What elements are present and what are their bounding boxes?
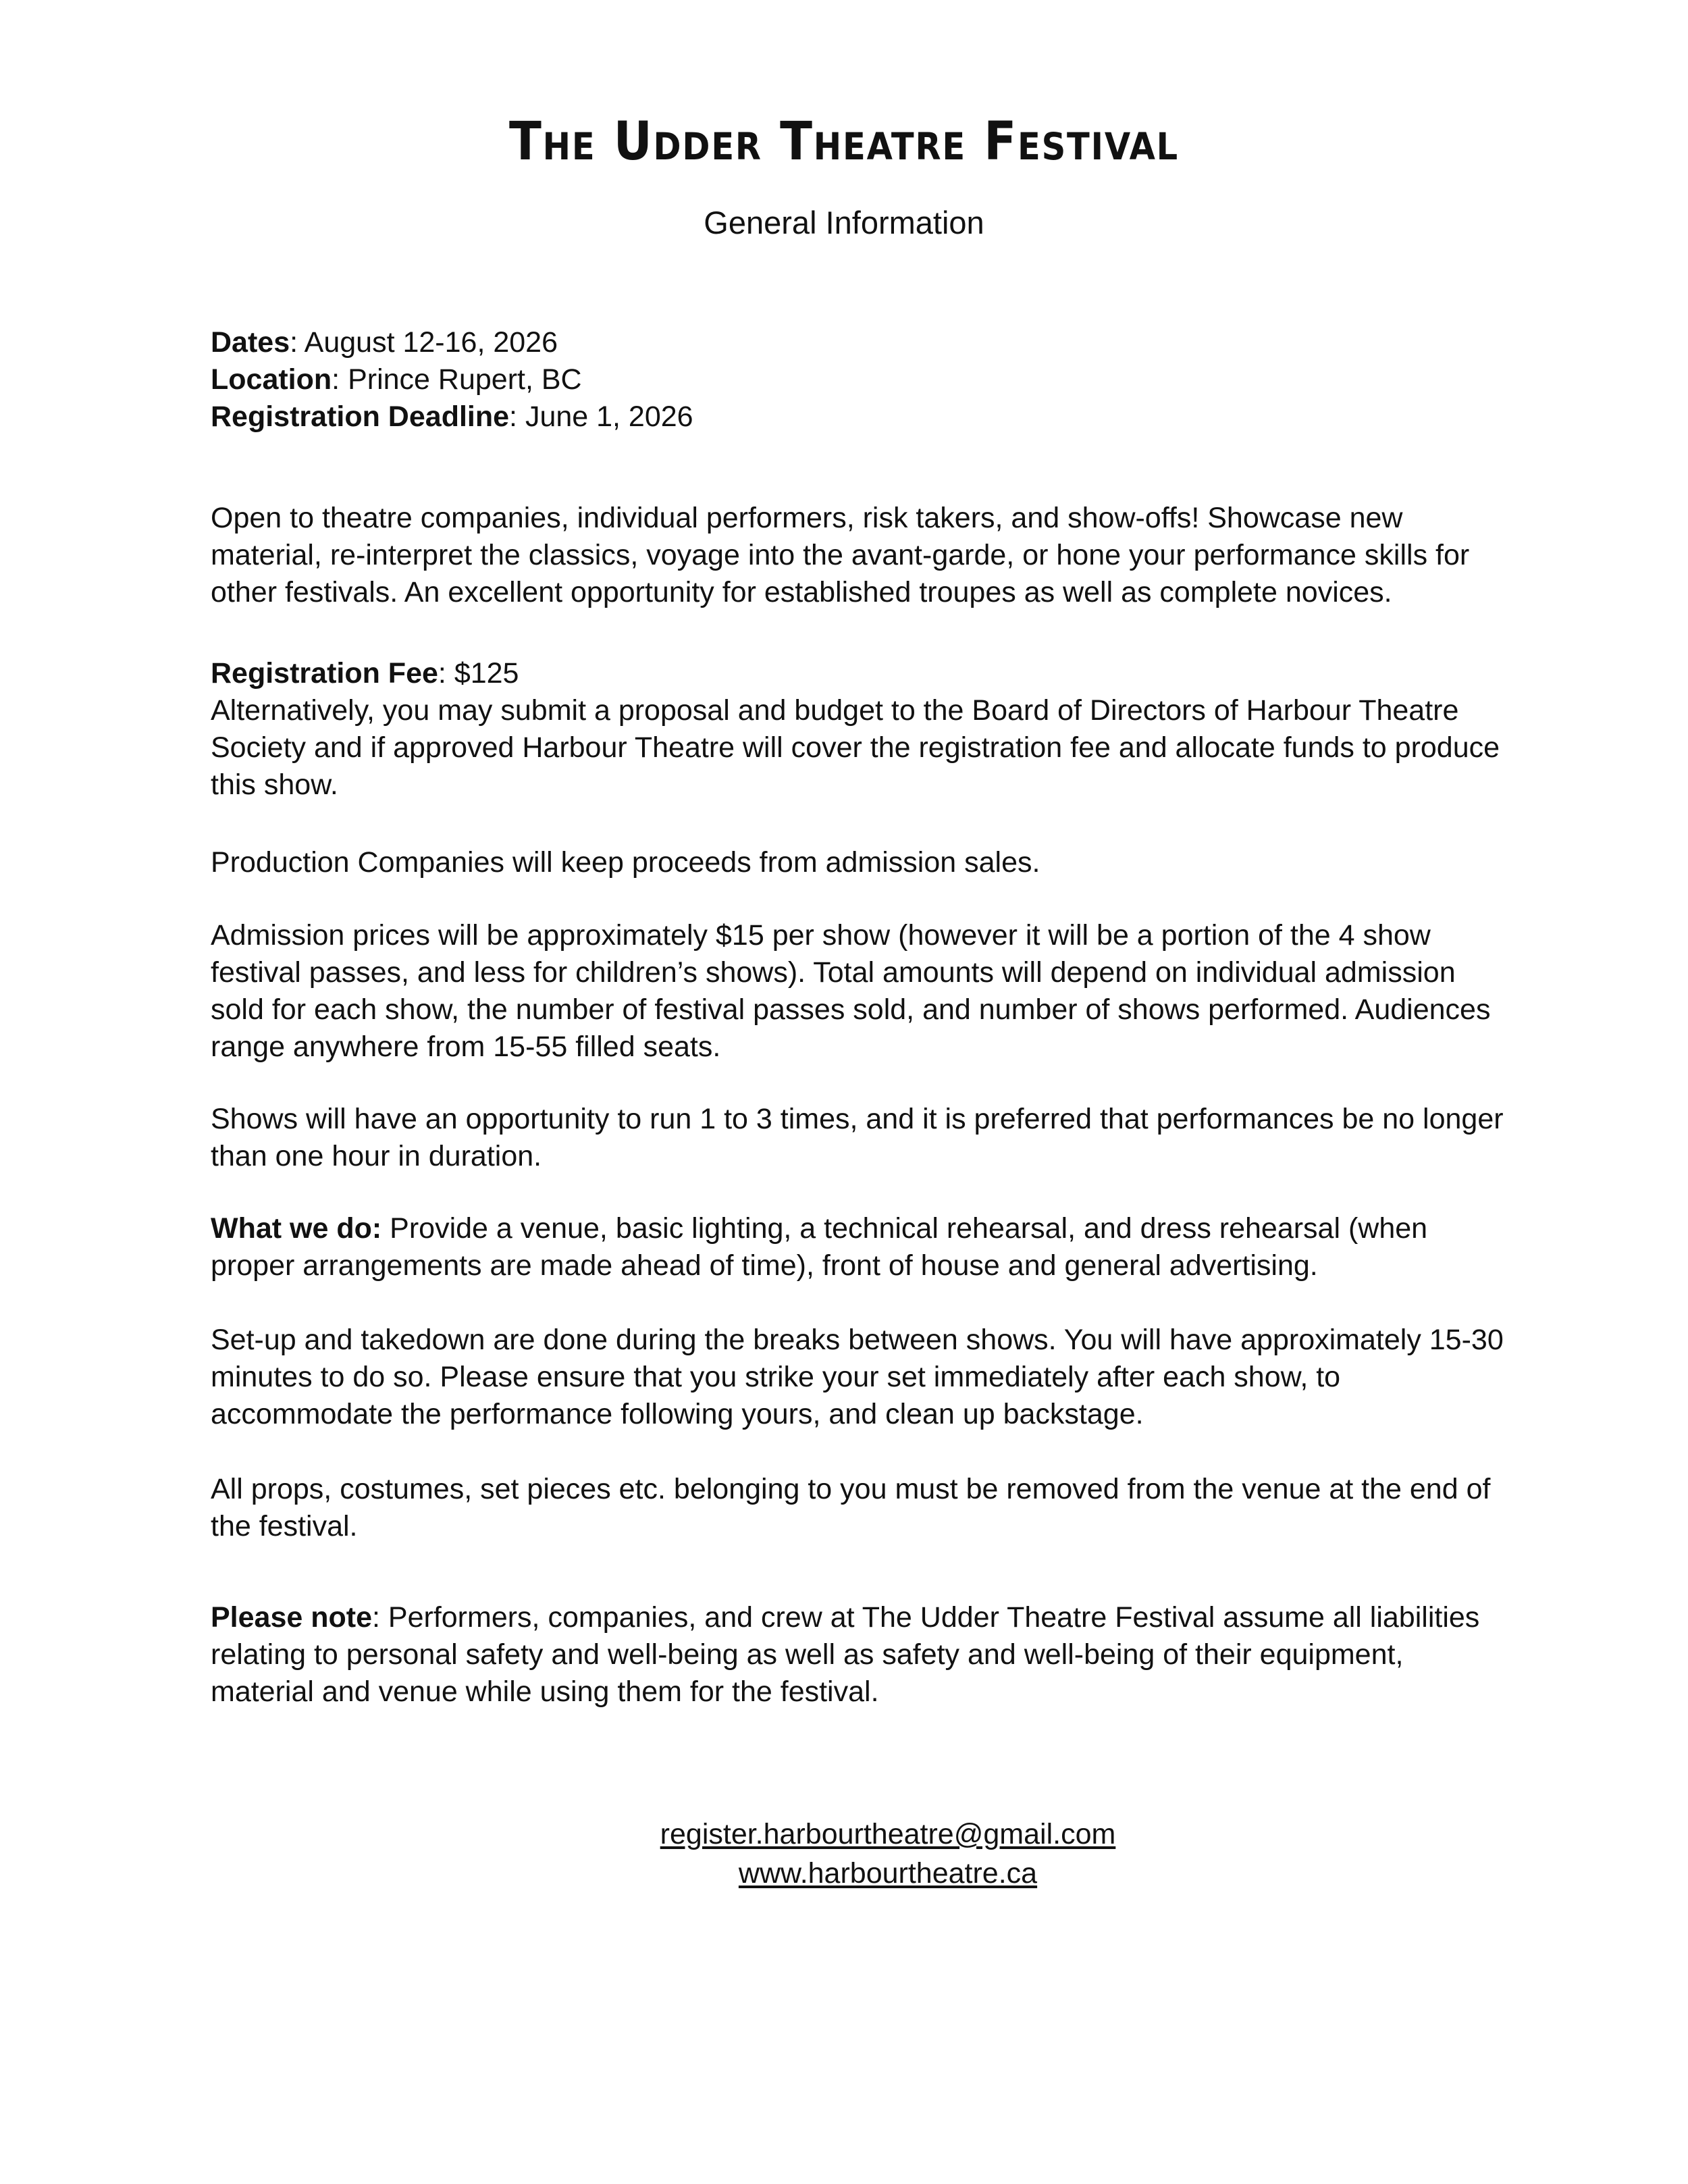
fee-label: Registration Fee — [211, 657, 438, 690]
what-we-do-text: Provide a venue, basic lighting, a technical rehearsal, and dress rehearsal (when proper arrangements are made ahead of time), front of house and general advertising. — [211, 1212, 1428, 1282]
location-line: Location: Prince Rupert, BC — [211, 363, 582, 396]
admission-text: Admission prices will be approximately $15 per show (however it will be a portion of the 4 show festival passes, and less for children’s shows). Total amounts will depend on individual admission sold for each show, the number of festival passes sold, and number of shows performed. Audiences range anywhere from 15-55 filled seats. — [211, 919, 1491, 1063]
deadline-value: June 1, 2026 — [525, 400, 693, 433]
page-subtitle: General Information — [704, 205, 984, 240]
setup-paragraph — [211, 1322, 1507, 1433]
dates-value: August 12-16, 2026 — [304, 326, 558, 359]
contact-block — [0, 1815, 1688, 1893]
what-we-do-paragraph — [211, 1210, 1507, 1284]
fee-value: $125 — [454, 657, 519, 690]
email-link[interactable]: register.harbourtheatre@gmail.com — [660, 1818, 1116, 1850]
website-line — [0, 1854, 1688, 1893]
email-line — [0, 1815, 1688, 1854]
note-label: Please note — [211, 1601, 372, 1634]
fee-line: Registration Fee: $125 — [211, 657, 519, 690]
note-paragraph — [211, 1599, 1507, 1711]
intro-paragraph — [211, 500, 1507, 611]
proceeds-paragraph — [211, 844, 1507, 881]
intro-text: Open to theatre companies, individual performers, risk takers, and show-offs! Showcase new material, re-interpret the classics, voyage into the avant-garde, or hone your performance skills for other festivals. An excellent opportunity for established troupes as well as complete novices. — [211, 502, 1470, 608]
runs-text: Shows will have an opportunity to run 1 to 3 times, and it is preferred that performances be no longer than one hour in duration. — [211, 1103, 1504, 1172]
removal-paragraph — [211, 1471, 1507, 1545]
runs-paragraph — [211, 1101, 1507, 1175]
location-value: Prince Rupert, BC — [348, 363, 582, 396]
page-title: The Udder Theatre Festival — [508, 111, 1180, 172]
event-details — [211, 324, 1507, 436]
removal-text: All props, costumes, set pieces etc. belonging to you must be removed from the venue at the end of the festival. — [211, 1473, 1491, 1542]
admission-paragraph — [211, 917, 1507, 1066]
setup-text: Set-up and takedown are done during the breaks between shows. You will have approximately 15-30 minutes to do so. Please ensure that you strike your set immediately after each show, to accommodate the performance following yours, and clean up backstage. — [211, 1324, 1504, 1430]
dates-label: Dates — [211, 326, 290, 359]
note-line: Please note: Performers, companies, and crew at The Udder Theatre Festival assume all liabilities relating to personal safety and well-being as well as safety and well-being of their equipment, material and venue while using them for the festival. — [211, 1601, 1480, 1708]
fee-section — [211, 655, 1507, 804]
what-we-do-line — [211, 1210, 1507, 1284]
fee-alternative: Alternatively, you may submit a proposal and budget to the Board of Directors of Harbour Theatre Society and if approved Harbour Theatre will cover the registration fee and allocate funds to produce this show. — [211, 694, 1500, 801]
deadline-label: Registration Deadline — [211, 400, 510, 433]
dates-line: Dates: August 12-16, 2026 — [211, 326, 558, 359]
note-text: Performers, companies, and crew at The Udder Theatre Festival assume all liabilities relating to personal safety and well-being as well as safety and well-being of their equipment, material and venue while using them for the festival. — [211, 1601, 1480, 1708]
location-label: Location — [211, 363, 332, 396]
website-link[interactable]: www.harbourtheatre.ca — [738, 1857, 1038, 1890]
what-we-do-label: What we do: — [211, 1212, 382, 1245]
proceeds-text: Production Companies will keep proceeds from admission sales. — [211, 846, 1040, 879]
deadline-line: Registration Deadline: June 1, 2026 — [211, 400, 693, 433]
